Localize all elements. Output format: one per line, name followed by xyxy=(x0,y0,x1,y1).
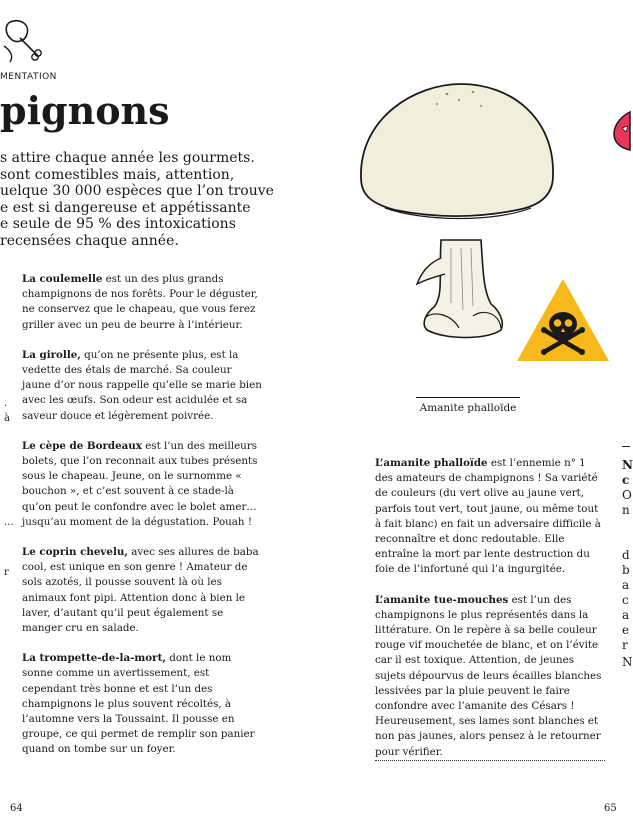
mushroom-description: est l’un des champignons le plus représentés dans la littérature. On le repère à sa belle couleur rouge vif mouchetée de blanc, et on l’évite car il est toxique. Attention, de jeunes sujets dépourvus de leurs écailles blanches lessivées par la pluie peuvent le faire confondre avec l’amanite des Césars ! Heureusement, ses lames sont blanches et non pas jaunes, alors pensez à le retourner pour vérifier. xyxy=(375,593,602,758)
edge-fragment: N xyxy=(622,655,633,669)
edge-fragment: e xyxy=(622,623,630,637)
mushroom-name: L’amanite phalloïde xyxy=(375,457,488,469)
intro-line: e est si dangereuse et appétissante xyxy=(0,199,251,216)
edge-fragment: d xyxy=(622,548,630,562)
intro-paragraph xyxy=(0,150,300,249)
mushroom-description: est l’ennemie n° 1 des amateurs de champignons ! Sa variété de couleurs (du vert olive au jaune vert, parfois tout vert, tout jaune, ou même tout à fait blanc) en fait un adversaire difficile à reconnaître et donc redoutable. Elle entraîne la mort par lente destruction du foie de l’infortuné qui l’a ingurgitée. xyxy=(375,457,601,576)
food-illustration-icon xyxy=(0,16,46,66)
mushroom-name: L’amanite tue-mouches xyxy=(375,593,509,606)
mushroom-name: Le coprin chevelu, xyxy=(22,546,128,559)
intro-line: s attire chaque année les gourmets. xyxy=(0,150,255,166)
page-title: pignons xyxy=(0,88,170,133)
section-label: MENTATION xyxy=(0,72,57,82)
edge-fragment: a xyxy=(622,608,630,622)
mushroom-paragraph xyxy=(22,348,262,424)
mushroom-description: est un des plus grands champignons de nos forêts. Pour le déguster, ne conservez que le chapeau, que vous ferez griller avec un peu de beurre à l’intérieur. xyxy=(22,273,258,331)
mushroom-description: est l’un des meilleurs bolets, que l’on reconnait aux tubes présents sous le chapeau. Jeune, on le surnomme « bouchon », et c’est souvent à ce stade-là qu’on peut le confondre avec le bolet amer… jusqu’au moment de la dégustation. Pouah ! xyxy=(22,439,258,528)
intro-line: e seule de 95 % des intoxications xyxy=(0,216,236,232)
edge-fragment: O xyxy=(622,488,632,502)
edge-fragment: a xyxy=(622,578,630,592)
gutter-fragment: à xyxy=(4,413,10,424)
gutter-fragment: r xyxy=(4,567,9,578)
edge-fragment: r xyxy=(622,638,628,652)
intro-line: uelque 30 000 espèces que l’on trouve xyxy=(0,183,274,199)
illustration-caption: Amanite phalloïde xyxy=(416,397,520,414)
page-number-left: 64 xyxy=(10,803,23,814)
mushroom-paragraph xyxy=(375,456,605,578)
skull-crossbones-icon xyxy=(514,276,612,364)
mushroom-paragraph xyxy=(22,651,262,757)
mushroom-name: La girolle, xyxy=(22,348,81,361)
edge-fragment: c xyxy=(622,593,629,607)
edge-fragment: c xyxy=(622,473,630,487)
edge-fragment: b xyxy=(622,563,630,577)
edge-fragment: n xyxy=(622,503,630,517)
intro-line: sont comestibles mais, attention, xyxy=(0,166,235,183)
mushroom-name: La coulemelle xyxy=(22,273,103,285)
gutter-fragment: ... xyxy=(4,517,14,528)
mushroom-description: dont le nom sonne comme un avertissement, est cependant très bonne et est l’un des champignons le plus souvent récoltés, à l’automne vers la Toussaint. Il pousse en groupe, ce qui permet de remplir son panier quand on tombe sur un foyer. xyxy=(22,652,255,756)
mushroom-paragraph xyxy=(375,593,605,761)
mushroom-name: La trompette-de-la-mort, xyxy=(22,652,166,665)
edge-fragment: N xyxy=(622,458,633,472)
mushroom-description: avec ses allures de baba cool, est unique en son genre ! Amateur de sols azotés, il pousse souvent là où les animaux font pipi. Attention donc à bien le laver, d’autant qu’il peut également se manger cru en salade. xyxy=(22,546,259,635)
mushroom-paragraph xyxy=(22,272,262,333)
mushroom-paragraph xyxy=(22,439,262,530)
mushroom-description: qu’on ne présente plus, est la vedette des étals de marché. Sa couleur jaune d’or nous rappelle qu’elle se marie bien avec les œufs. Son odeur est acidulée et sa saveur douce et légèrement poivrée. xyxy=(22,348,262,422)
mushroom-paragraph xyxy=(22,545,262,636)
fly-agaric-partial-illustration xyxy=(610,110,630,154)
page-number-right: 65 xyxy=(604,803,617,814)
mushroom-name: Le cèpe de Bordeaux xyxy=(22,439,142,452)
right-column xyxy=(375,456,605,776)
intro-line: recensées chaque année. xyxy=(0,232,179,249)
divider xyxy=(622,446,630,447)
left-column xyxy=(22,272,262,773)
gutter-fragment: . xyxy=(4,398,8,409)
